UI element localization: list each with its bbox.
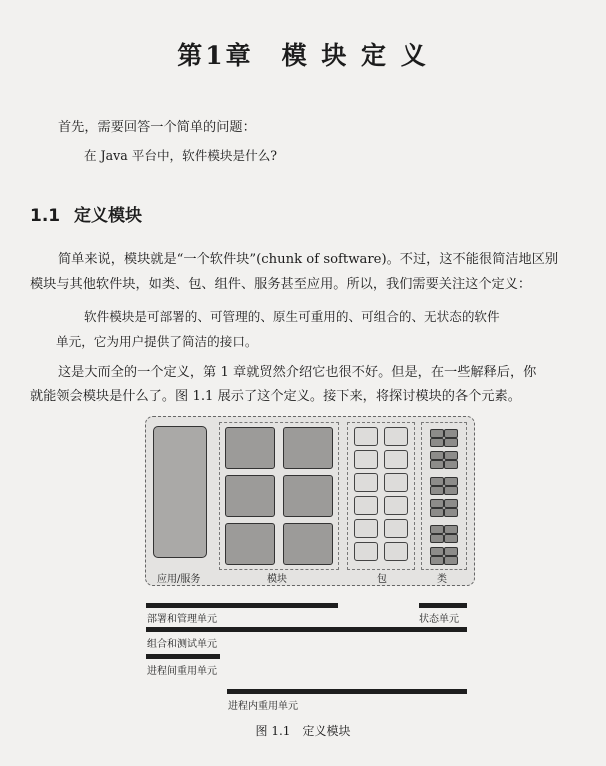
- label-state: 状态单元: [419, 614, 459, 625]
- label-class: 类: [437, 574, 447, 585]
- label-compose-test: 组合和测试单元: [147, 639, 217, 650]
- class-group: [430, 547, 458, 565]
- package-box: [384, 542, 408, 561]
- package-box: [354, 427, 378, 446]
- class-box: [430, 525, 444, 534]
- paragraph-2-line-2: 就能领会模块是什么了。图 1.1 展示了这个定义。接下来，将探讨模块的各个元素。: [30, 389, 521, 404]
- section-heading: [30, 201, 142, 226]
- class-box: [444, 508, 458, 517]
- class-box: [430, 547, 444, 556]
- package-box: [354, 496, 378, 515]
- package-column: [347, 422, 415, 570]
- class-box: [444, 499, 458, 508]
- app-service-block: [153, 426, 207, 558]
- paragraph-1-line-1: 简单来说，模块就是“一个软件块”(chunk of software)。不过，这不能很简洁地区别: [58, 252, 559, 267]
- class-box: [430, 508, 444, 517]
- label-intra-process-reuse: 进程内重用单元: [228, 701, 298, 712]
- class-box: [444, 556, 458, 565]
- class-group: [430, 477, 458, 495]
- package-box: [384, 496, 408, 515]
- module-column: [219, 422, 339, 570]
- label-inter-process-reuse: 进程间重用单元: [147, 666, 217, 677]
- module-box: [283, 475, 333, 517]
- module-box: [225, 475, 275, 517]
- class-box: [444, 477, 458, 486]
- class-box: [430, 438, 444, 447]
- intro-lead: 首先，需要回答一个简单的问题：: [58, 120, 256, 135]
- class-box: [444, 525, 458, 534]
- module-box: [225, 523, 275, 565]
- section-title: 定义模块: [74, 206, 142, 226]
- label-deploy-manage: 部署和管理单元: [147, 614, 217, 625]
- package-box: [384, 519, 408, 538]
- class-box: [430, 499, 444, 508]
- package-box: [354, 542, 378, 561]
- label-app-service: 应用/服务: [157, 574, 201, 585]
- class-group: [430, 429, 458, 447]
- module-definition-figure: [145, 416, 475, 586]
- class-box: [444, 547, 458, 556]
- figure-caption: 图 1.1 定义模块: [255, 724, 351, 738]
- package-box: [384, 450, 408, 469]
- definition-line-1: 软件模块是可部署的、可管理的、原生可重用的、可组合的、无状态的软件: [84, 309, 500, 324]
- module-box: [225, 427, 275, 469]
- label-module: 模块: [267, 574, 287, 585]
- module-box: [283, 427, 333, 469]
- class-box: [444, 486, 458, 495]
- bar-compose-test: [146, 627, 467, 632]
- class-column: [421, 422, 467, 570]
- class-box: [430, 486, 444, 495]
- package-box: [384, 473, 408, 492]
- class-box: [430, 429, 444, 438]
- class-box: [430, 460, 444, 469]
- definition-line-2: 单元，它为用户提供了简洁的接口。: [56, 334, 258, 349]
- bar-intra-process-reuse: [227, 689, 467, 694]
- class-group: [430, 525, 458, 543]
- chapter-title: 第1章 模 块 定 义: [177, 41, 429, 70]
- class-box: [444, 460, 458, 469]
- class-box: [444, 534, 458, 543]
- class-box: [430, 534, 444, 543]
- package-box: [384, 427, 408, 446]
- package-box: [354, 519, 378, 538]
- module-box: [283, 523, 333, 565]
- section-number: 1.1: [30, 206, 61, 226]
- paragraph-1-line-2: 模块与其他软件块，如类、包、组件、服务甚至应用。所以，我们需要关注这个定义：: [30, 277, 532, 292]
- class-box: [430, 477, 444, 486]
- label-package: 包: [377, 574, 387, 585]
- package-box: [354, 450, 378, 469]
- bar-inter-process-reuse: [146, 654, 220, 659]
- package-box: [354, 473, 378, 492]
- class-group: [430, 499, 458, 517]
- bar-state: [419, 603, 467, 608]
- class-box: [430, 451, 444, 460]
- class-box: [444, 451, 458, 460]
- class-box: [444, 429, 458, 438]
- paragraph-2-line-1: 这是大而全的一个定义，第 1 章就贸然介绍它也很不好。但是，在一些解释后，你: [58, 365, 537, 380]
- class-box: [444, 438, 458, 447]
- class-box: [430, 556, 444, 565]
- intro-question: 在 Java 平台中，软件模块是什么?: [84, 148, 278, 163]
- class-group: [430, 451, 458, 469]
- bar-deploy-manage: [146, 603, 338, 608]
